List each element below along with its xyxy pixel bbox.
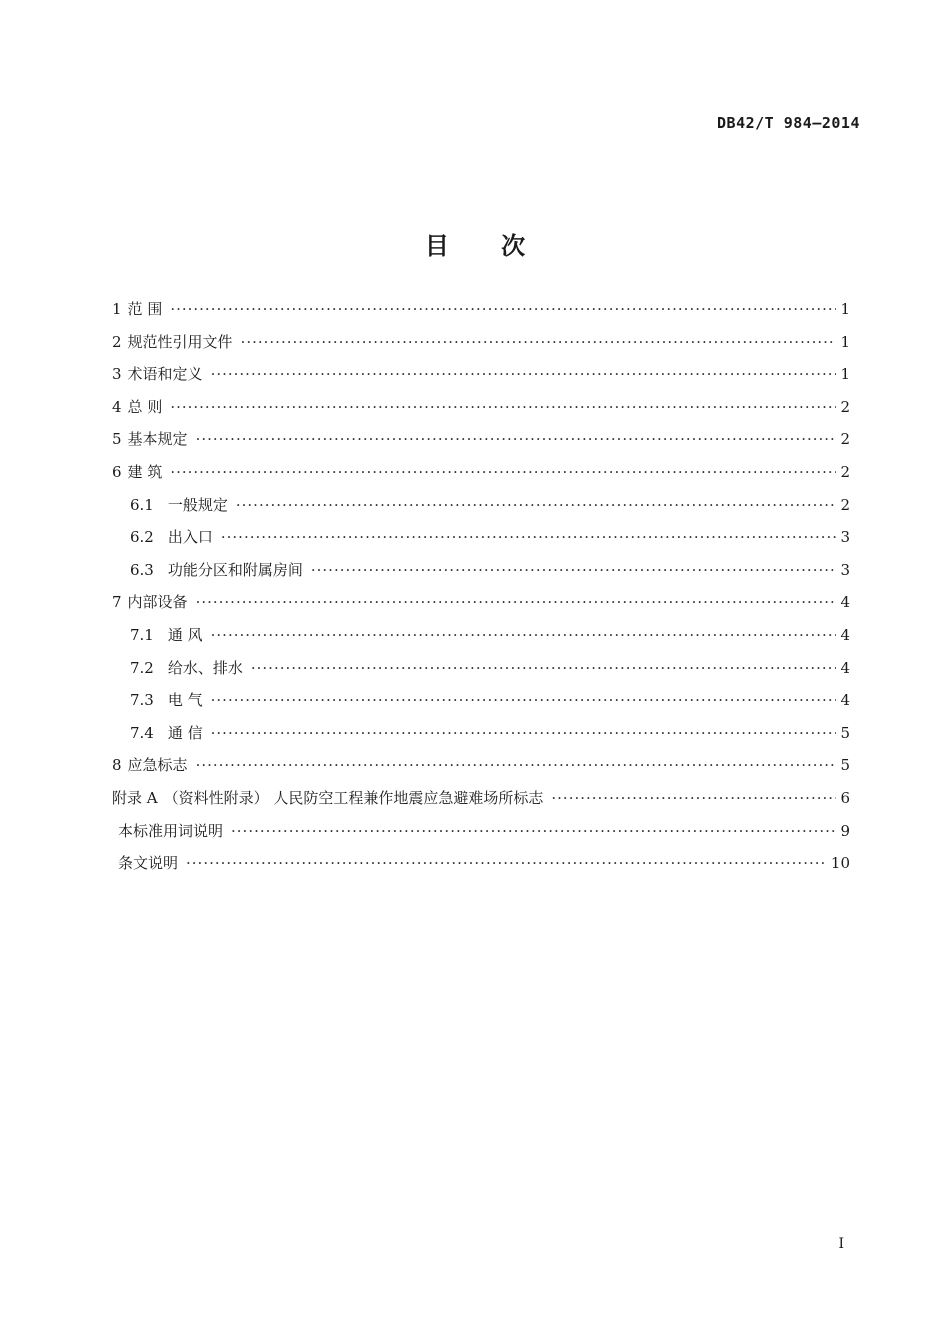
- toc-entry-label: 内部设备: [127, 593, 188, 612]
- toc-entry-label: 规范性引用文件: [127, 332, 233, 351]
- toc-entry-5[interactable]: [112, 428, 850, 461]
- toc-entry-page: 1: [840, 365, 850, 384]
- page-number: I: [838, 1236, 844, 1252]
- dot-leader: [170, 300, 836, 318]
- toc-entry-7[interactable]: [112, 591, 850, 624]
- toc-entry-7-4[interactable]: [112, 722, 850, 755]
- toc-entry-4[interactable]: [112, 396, 850, 429]
- toc-entry-page: 10: [830, 854, 850, 873]
- toc-entry-label: 应急标志: [127, 756, 188, 775]
- dot-leader: [211, 691, 836, 709]
- toc-entry-number: 7.3: [130, 691, 154, 710]
- toc-entry-6-3[interactable]: [112, 559, 850, 592]
- toc-entry-number: 6.1: [130, 495, 154, 514]
- dot-leader: [211, 724, 836, 742]
- dot-leader: [196, 593, 836, 611]
- toc-entry-6-2[interactable]: [112, 526, 850, 559]
- toc-entry-label: 范 围: [127, 300, 163, 318]
- toc-entry-label: （资料性附录） 人民防空工程兼作地震应急避难场所标志: [163, 788, 544, 807]
- toc-entry-number: 5: [112, 430, 122, 449]
- toc-entry-page: 2: [840, 397, 850, 416]
- toc-entry-number: 6: [112, 462, 122, 481]
- toc-entry-page: 4: [840, 691, 850, 710]
- toc-entry-number: 7.1: [130, 625, 154, 644]
- toc-entry-number: 2: [112, 332, 122, 351]
- toc-entry-label: 本标准用词说明: [118, 821, 224, 840]
- dot-leader: [186, 854, 827, 872]
- toc-entry-page: 2: [840, 430, 850, 449]
- dot-leader: [231, 822, 836, 840]
- dot-leader: [170, 398, 836, 416]
- document-code: DB42/T 984—2014: [717, 114, 860, 132]
- toc-entry-number: 3: [112, 365, 122, 384]
- toc-entry-page: 2: [840, 462, 850, 481]
- toc-entry-page: 3: [840, 528, 850, 547]
- toc-entry-7-3[interactable]: [112, 689, 850, 722]
- toc-entry-page: 5: [840, 756, 850, 775]
- toc-entry-label: 术语和定义: [127, 365, 203, 384]
- toc-entry-3[interactable]: [112, 363, 850, 396]
- toc-entry-label: 通 风: [167, 625, 203, 644]
- dot-leader: [211, 626, 836, 644]
- toc-entry-page: 4: [840, 593, 850, 612]
- toc-entry-label: 出入口: [167, 528, 213, 547]
- toc-entry-8[interactable]: [112, 754, 850, 787]
- toc-entry-number: 附录 A: [112, 788, 158, 807]
- toc-entry-label: 条文说明: [118, 854, 179, 873]
- toc-entry-page: 4: [840, 625, 850, 644]
- toc-entry-label: 基本规定: [127, 430, 188, 449]
- dot-leader: [211, 365, 836, 383]
- toc-entry-page: 3: [840, 560, 850, 579]
- toc-entry-label: 一般规定: [167, 495, 228, 514]
- toc-entry-number: 6.2: [130, 528, 154, 547]
- toc-entry-number: 7.4: [130, 723, 154, 742]
- toc-entry-6[interactable]: [112, 461, 850, 494]
- toc-entry-label: 通 信: [167, 723, 203, 742]
- toc-entry-page: 6: [840, 788, 850, 807]
- toc-entry-1[interactable]: [112, 298, 850, 331]
- toc-entry-number: 8: [112, 756, 122, 775]
- toc-entry-label: 给水、排水: [167, 658, 243, 677]
- toc-entry-label: 建 筑: [127, 462, 163, 481]
- toc-entry-number: 7.2: [130, 658, 154, 677]
- toc-entry-label: 电 气: [167, 691, 203, 710]
- dot-leader: [236, 496, 836, 514]
- toc-entry-page: 5: [840, 723, 850, 742]
- toc-entry-page: 1: [840, 300, 850, 318]
- dot-leader: [251, 659, 836, 677]
- toc-entry-explanation[interactable]: [112, 852, 850, 885]
- toc-entry-page: 4: [840, 658, 850, 677]
- toc-entry-7-2[interactable]: [112, 657, 850, 690]
- toc-entry-page: 1: [840, 332, 850, 351]
- dot-leader: [221, 528, 836, 546]
- toc-entry-number: 1: [112, 300, 122, 318]
- toc-entry-number: 7: [112, 593, 122, 612]
- toc-entry-page: 9: [840, 821, 850, 840]
- dot-leader: [241, 333, 836, 351]
- toc-entry-terms[interactable]: [112, 820, 850, 853]
- toc-entry-label: 功能分区和附属房间: [167, 560, 303, 579]
- dot-leader: [196, 430, 836, 448]
- table-of-contents: [112, 298, 850, 885]
- toc-entry-2[interactable]: [112, 331, 850, 364]
- toc-entry-appendix-a[interactable]: [112, 787, 850, 820]
- toc-entry-7-1[interactable]: [112, 624, 850, 657]
- toc-entry-number: 6.3: [130, 560, 154, 579]
- toc-entry-6-1[interactable]: [112, 494, 850, 527]
- dot-leader: [196, 756, 836, 774]
- dot-leader: [311, 561, 836, 579]
- toc-entry-page: 2: [840, 495, 850, 514]
- dot-leader: [551, 789, 836, 807]
- page-title: 目 次: [424, 232, 548, 260]
- toc-entry-label: 总 则: [127, 397, 163, 416]
- dot-leader: [170, 463, 836, 481]
- toc-entry-number: 4: [112, 397, 122, 416]
